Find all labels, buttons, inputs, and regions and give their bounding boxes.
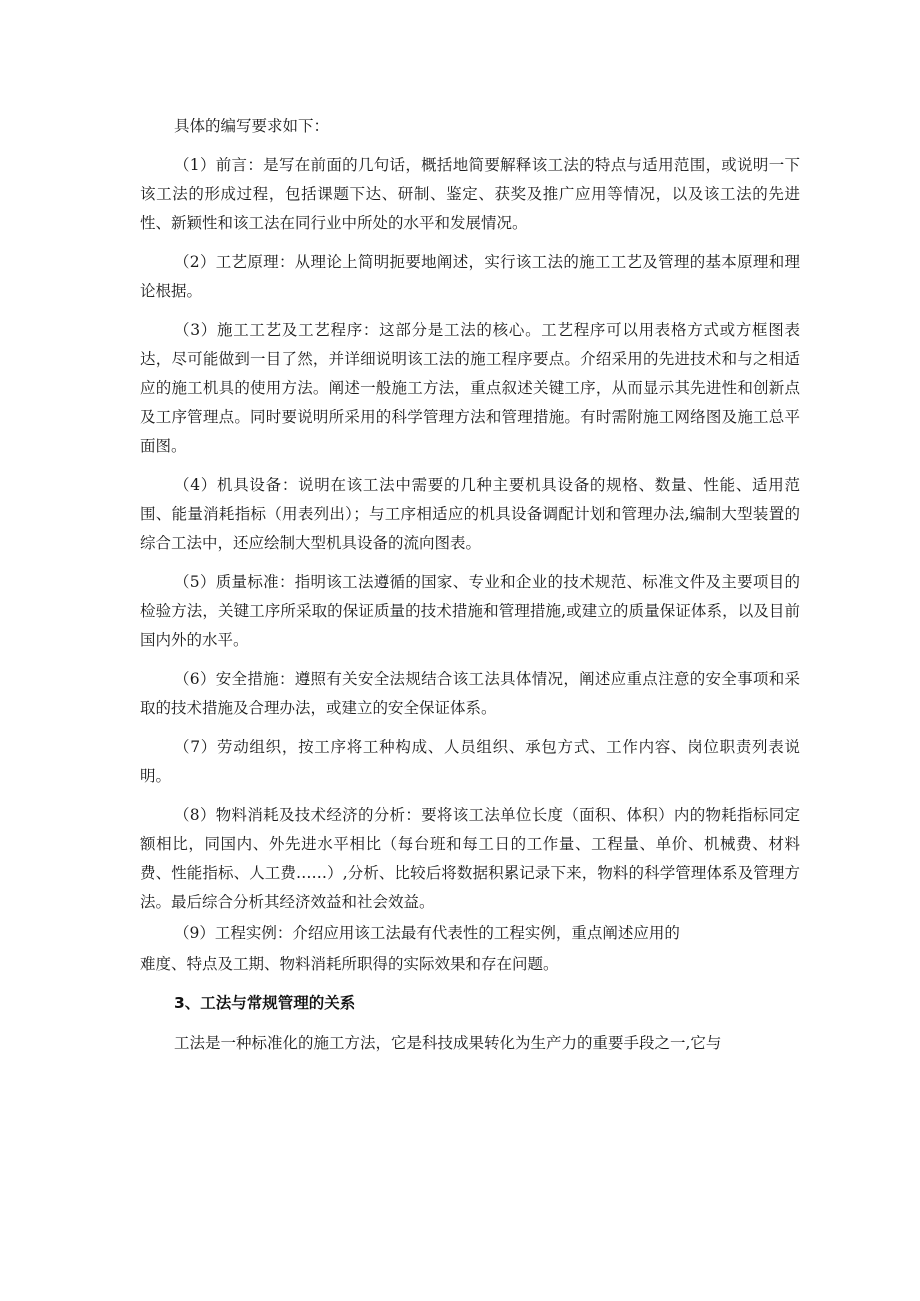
item-8-materials: （8）物料消耗及技术经济的分析：要将该工法单位长度（面积、体积）内的物耗指标同定额相比，同国内、外先进水平相比（每台班和每工日的工作量、工程量、单价、机械费、材料费、性能指标、人工费……）,分析、比较后将数据积累记录下来，物料的科学管理体系及管理方法。最后综合分析其经济效益和社会效益。 xyxy=(140,806,800,911)
intro-paragraph: 具体的编写要求如下： xyxy=(174,117,330,135)
item-1-preface: （1）前言：是写在前面的几句话，概括地简要解释该工法的特点与适用范围，或说明一下该工法的形成过程，包括课题下达、研制、鉴定、获奖及推广应用等情况，以及该工法的先进性、新颖性和该工法在同行业中所处的水平和发展情况。 xyxy=(140,156,800,232)
item-9-line-2: 难度、特点及工期、物料消耗所职得的实际效果和存在问题。 xyxy=(140,955,559,973)
item-7-labor: （7）劳动组织，按工序将工种构成、人员组织、承包方式、工作内容、岗位职责列表说明。 xyxy=(140,738,800,785)
item-2-principle: （2）工艺原理：从理论上简明扼要地阐述，实行该工法的施工工艺及管理的基本原理和理论根据。 xyxy=(140,253,800,300)
item-3-process: （3）施工工艺及工艺程序：这部分是工法的核心。工艺程序可以用表格方式或方框图表达，尽可能做到一目了然，并详细说明该工法的施工程序要点。介绍采用的先进技术和与之相适应的施工机具的使用方法。阐述一般施工方法，重点叙述关键工序，从而显示其先进性和创新点及工序管理点。同时要说明所采用的科学管理方法和管理措施。有时需附施工网络图及施工总平面图。 xyxy=(140,321,800,455)
item-4-equipment: （4）机具设备：说明在该工法中需要的几种主要机具设备的规格、数量、性能、适用范围、能量消耗指标（用表列出）；与工序相适应的机具设备调配计划和管理办法,编制大型装置的综合工法中，还应绘制大型机具设备的流向图表。 xyxy=(140,476,800,552)
section-heading: 3、工法与常规管理的关系 xyxy=(174,994,356,1012)
item-6-safety: （6）安全措施：遵照有关安全法规结合该工法具体情况，阐述应重点注意的安全事项和采取的技术措施及合理办法，或建立的安全保证体系。 xyxy=(140,670,800,717)
section-paragraph: 工法是一种标准化的施工方法，它是科技成果转化为生产力的重要手段之一,它与 xyxy=(174,1034,722,1052)
document-body xyxy=(140,112,800,1068)
item-9-line-1: （9）工程实例：介绍应用该工法最有代表性的工程实例，重点阐述应用的 xyxy=(174,924,680,942)
item-5-quality: （5）质量标准：指明该工法遵循的国家、专业和企业的技术规范、标准文件及主要项目的检验方法，关键工序所采取的保证质量的技术措施和管理措施,或建立的质量保证体系，以及目前国内外的水平。 xyxy=(140,573,800,649)
